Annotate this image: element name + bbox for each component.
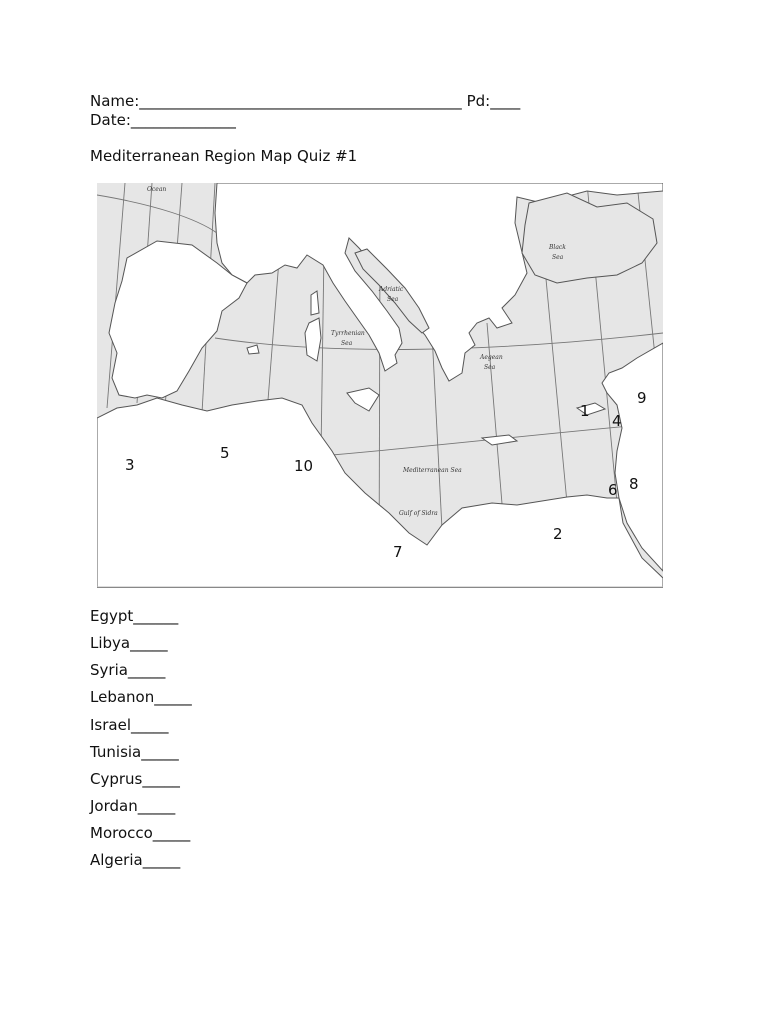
aegean-label-2: Sea <box>484 364 496 371</box>
answer-libya: Libya_____ <box>90 634 168 652</box>
answer-syria: Syria_____ <box>90 661 166 679</box>
adriatic-label-2: Sea <box>387 296 399 303</box>
map-label-1: 1 <box>580 402 590 420</box>
map-label-6: 6 <box>608 481 618 499</box>
map-label-7: 7 <box>393 543 403 561</box>
answer-israel: Israel_____ <box>90 716 169 734</box>
adriatic-label-1: Adriatic <box>379 286 404 293</box>
answer-egypt: Egypt______ <box>90 607 179 625</box>
quiz-title: Mediterranean Region Map Quiz #1 <box>90 147 358 165</box>
answer-algeria: Algeria_____ <box>90 851 181 869</box>
map-label-9: 9 <box>637 389 647 407</box>
map-svg <box>97 183 663 588</box>
black-sea-label-2: Sea <box>552 254 564 261</box>
mediterranean-map <box>97 183 663 588</box>
aegean-label-1: Aegean <box>480 354 503 361</box>
ocean-label: Ocean <box>147 186 167 193</box>
date-line: Date:______________ <box>90 111 236 129</box>
map-label-8: 8 <box>629 475 639 493</box>
answer-cyprus: Cyprus_____ <box>90 770 180 788</box>
corsica <box>311 291 319 315</box>
map-label-4: 4 <box>612 412 622 430</box>
name-period-line: Name:___________________________________________ Pd:____ <box>90 92 521 110</box>
answer-morocco: Morocco_____ <box>90 824 191 842</box>
answer-jordan: Jordan_____ <box>90 797 176 815</box>
tyrrhenian-label-1: Tyrrhenian <box>331 330 365 337</box>
map-label-10: 10 <box>294 457 314 475</box>
answer-tunisia: Tunisia_____ <box>90 743 179 761</box>
gulf-of-sidra-label: Gulf of Sidra <box>399 510 438 517</box>
tyrrhenian-label-2: Sea <box>341 340 353 347</box>
black-sea-label-1: Black <box>549 244 566 251</box>
map-label-5: 5 <box>220 444 230 462</box>
answer-lebanon: Lebanon_____ <box>90 688 192 706</box>
map-label-3: 3 <box>125 456 135 474</box>
mediterranean-sea-label: Mediterranean Sea <box>403 467 462 474</box>
map-label-2: 2 <box>553 525 563 543</box>
